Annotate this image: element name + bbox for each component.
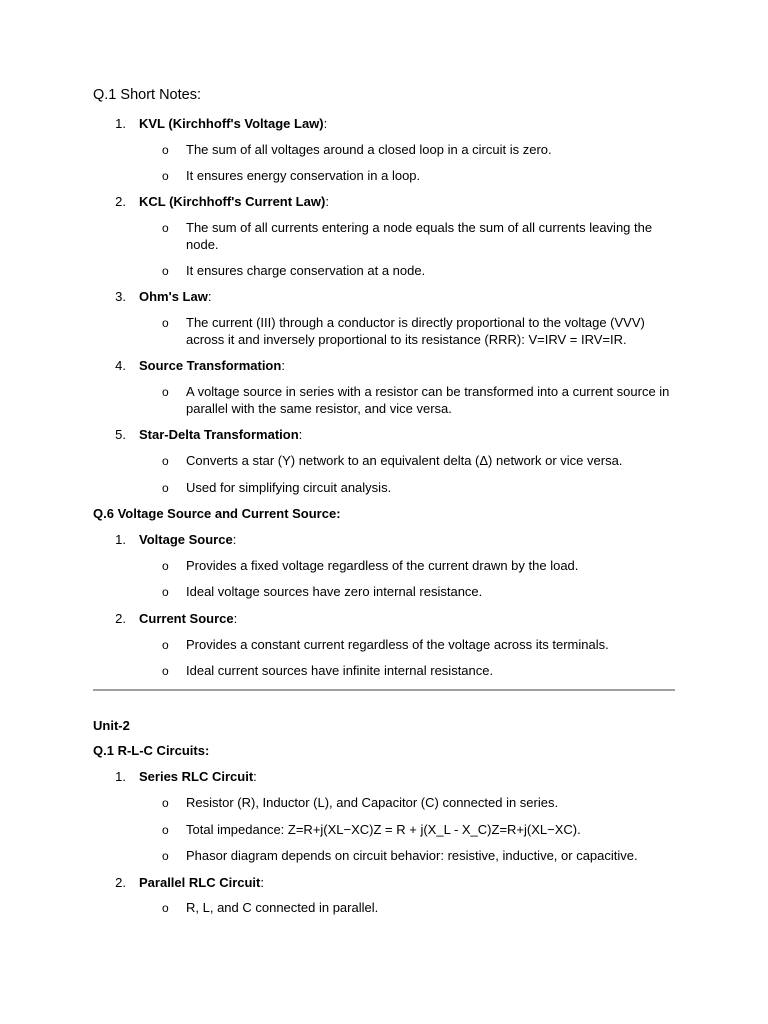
- list-item-title: Source Transformation:: [139, 358, 285, 373]
- bullet-icon: o: [162, 796, 169, 810]
- list-item-title: Voltage Source:: [139, 532, 237, 547]
- unit-label: Unit-2: [93, 718, 130, 733]
- bullet-icon: o: [162, 385, 169, 399]
- bullet-text: R, L, and C connected in parallel.: [186, 900, 379, 915]
- bullet-text: Used for simplifying circuit analysis.: [186, 480, 392, 495]
- bullet-text-continuation: parallel with the same resistor, and vice versa.: [186, 401, 452, 416]
- bullet-text: Provides a fixed voltage regardless of the current drawn by the load.: [186, 558, 579, 573]
- bullet-text: A voltage source in series with a resistor can be transformed into a current source in: [186, 384, 670, 399]
- list-item-title: Parallel RLC Circuit:: [139, 875, 264, 890]
- list-number: 1.: [115, 532, 126, 547]
- bullet-text: It ensures energy conservation in a loop.: [186, 168, 421, 183]
- bullet-icon: o: [162, 316, 169, 330]
- bullet-text: The sum of all currents entering a node equals the sum of all currents leaving the: [186, 220, 653, 235]
- bullet-text: Ideal current sources have infinite internal resistance.: [186, 663, 494, 678]
- bullet-icon: o: [162, 585, 169, 599]
- bullet-text: Phasor diagram depends on circuit behavior: resistive, inductive, or capacitive.: [186, 848, 638, 863]
- list-item-title: Series RLC Circuit:: [139, 769, 257, 784]
- list-number: 1.: [115, 116, 126, 131]
- bullet-icon: o: [162, 481, 169, 495]
- bullet-text: Provides a constant current regardless of the voltage across its terminals.: [186, 637, 609, 652]
- bullet-icon: o: [162, 169, 169, 183]
- bullet-text: It ensures charge conservation at a node.: [186, 263, 426, 278]
- bullet-icon: o: [162, 849, 169, 863]
- bullet-text: The current (III) through a conductor is directly proportional to the voltage (VVV): [186, 315, 645, 330]
- section-heading: Q.1 Short Notes:: [93, 87, 201, 103]
- list-number: 1.: [115, 769, 126, 784]
- bullet-icon: o: [162, 638, 169, 652]
- bullet-text-continuation: across it and inversely proportional to its resistance (RRR): V=IRV = IRV=IR.: [186, 332, 627, 347]
- bullet-icon: o: [162, 221, 169, 235]
- bullet-icon: o: [162, 143, 169, 157]
- bullet-text-continuation: node.: [186, 237, 219, 252]
- list-number: 4.: [115, 358, 126, 373]
- bullet-icon: o: [162, 901, 169, 915]
- bullet-icon: o: [162, 264, 169, 278]
- bullet-text: The sum of all voltages around a closed loop in a circuit is zero.: [186, 142, 552, 157]
- list-item-title: KVL (Kirchhoff's Voltage Law):: [139, 116, 328, 131]
- list-number: 2.: [115, 875, 126, 890]
- bullet-icon: o: [162, 664, 169, 678]
- list-number: 3.: [115, 289, 126, 304]
- section-heading: Q.6 Voltage Source and Current Source:: [93, 506, 341, 521]
- bullet-icon: o: [162, 559, 169, 573]
- list-item-title: Ohm's Law:: [139, 289, 212, 304]
- bullet-text: Resistor (R), Inductor (L), and Capacitor (C) connected in series.: [186, 795, 559, 810]
- list-item-title: Star-Delta Transformation:: [139, 427, 303, 442]
- bullet-text: Ideal voltage sources have zero internal resistance.: [186, 584, 483, 599]
- list-number: 5.: [115, 427, 126, 442]
- bullet-icon: o: [162, 823, 169, 837]
- section-heading: Q.1 R-L-C Circuits:: [93, 743, 210, 758]
- bullet-icon: o: [162, 454, 169, 468]
- list-item-title: KCL (Kirchhoff's Current Law):: [139, 194, 329, 209]
- horizontal-rule: [93, 689, 675, 691]
- list-number: 2.: [115, 611, 126, 626]
- bullet-text: Total impedance: Z=R+j(XL−XC)Z = R + j(X_L - X_C)Z=R+j(XL−XC).: [186, 822, 581, 837]
- list-number: 2.: [115, 194, 126, 209]
- bullet-text: Converts a star (Y) network to an equivalent delta (Δ) network or vice versa.: [186, 453, 623, 468]
- list-item-title: Current Source:: [139, 611, 238, 626]
